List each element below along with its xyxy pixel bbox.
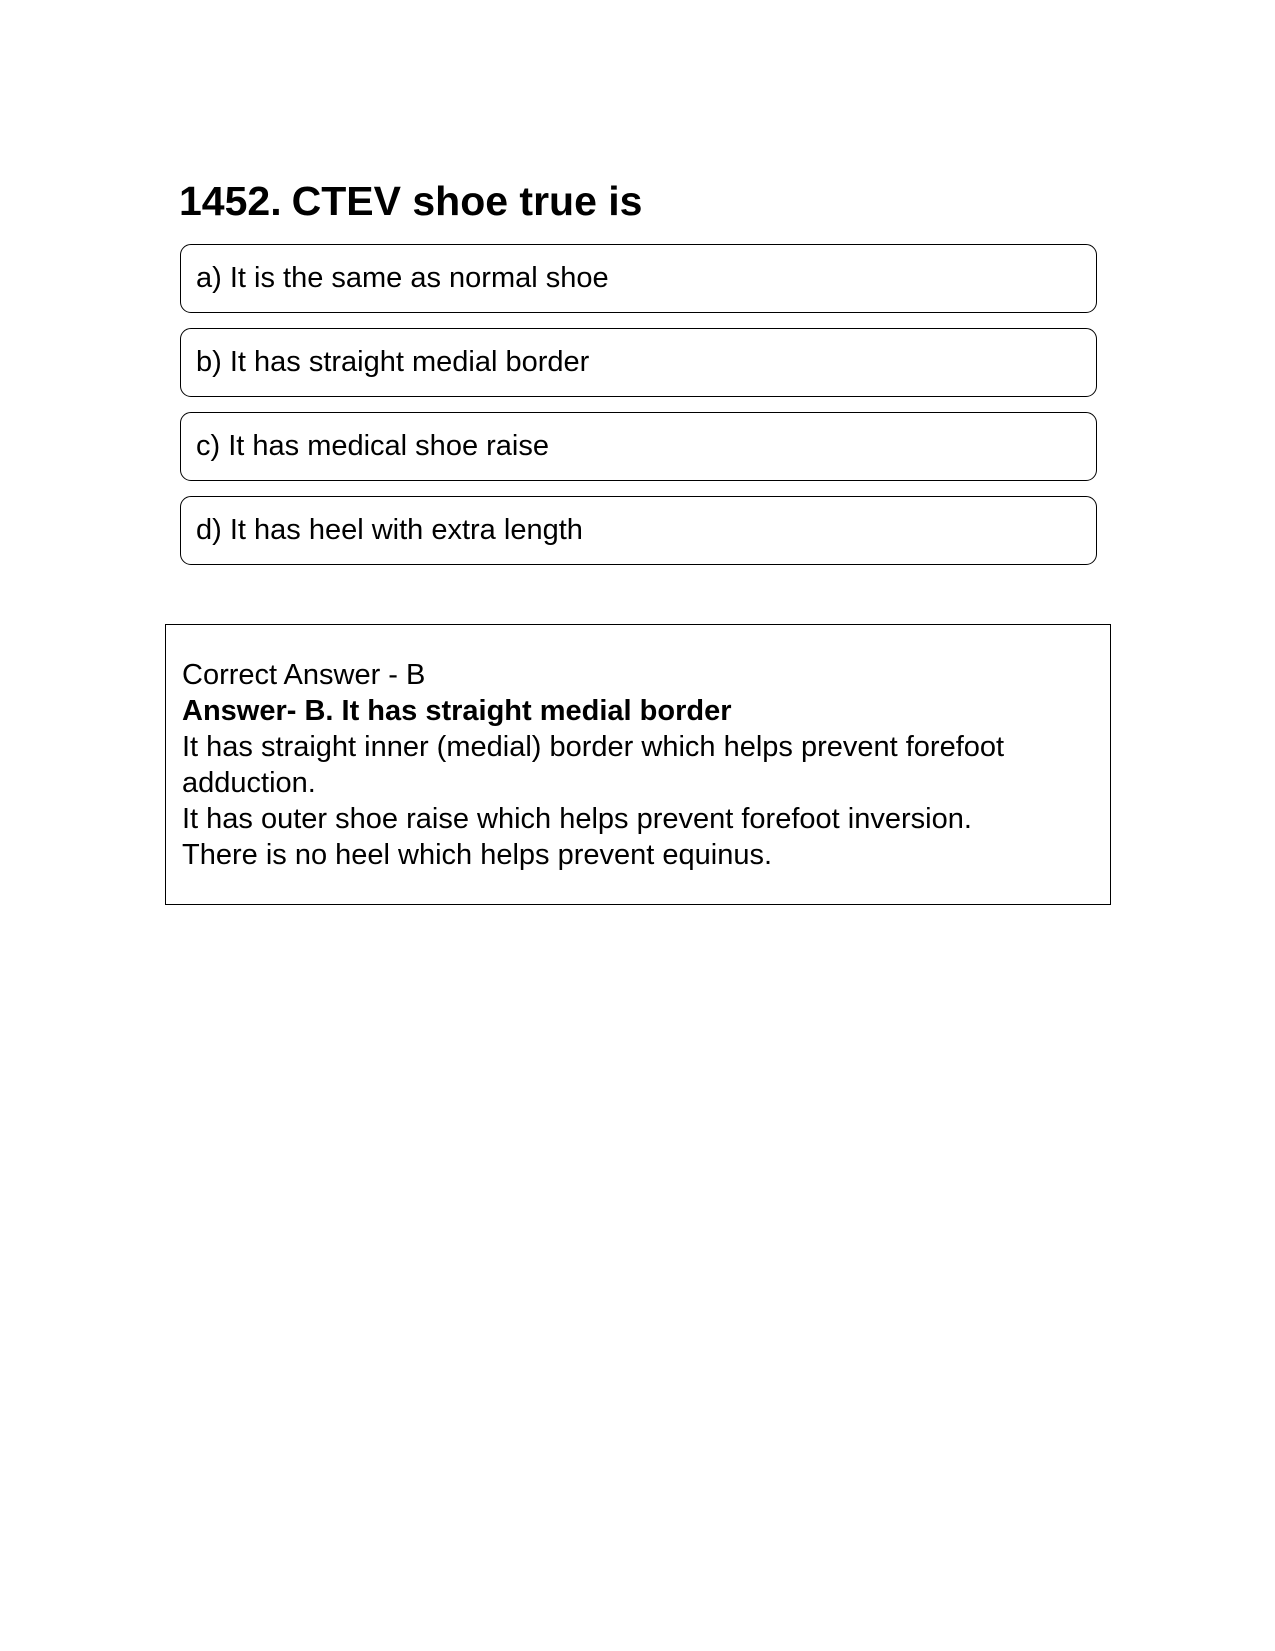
explanation-line-2: It has outer shoe raise which helps prevent forefoot inversion.	[182, 803, 972, 835]
explanation-line-1: It has straight inner (medial) border which helps prevent forefoot adduction.	[182, 731, 1005, 799]
answer-heading: Answer- B. It has straight medial border	[182, 695, 732, 727]
question-text: CTEV shoe true is	[291, 178, 643, 224]
correct-answer-line: Correct Answer - B	[182, 659, 426, 691]
option-c[interactable]: c) It has medical shoe raise	[180, 412, 1097, 481]
option-d[interactable]: d) It has heel with extra length	[180, 496, 1097, 565]
answer-box	[165, 624, 1111, 905]
question-title	[179, 176, 642, 226]
question-number: 1452.	[179, 178, 282, 224]
options-list	[180, 244, 1097, 580]
option-b[interactable]: b) It has straight medial border	[180, 328, 1097, 397]
explanation-line-3: There is no heel which helps prevent equinus.	[182, 839, 773, 871]
option-a[interactable]: a) It is the same as normal shoe	[180, 244, 1097, 313]
